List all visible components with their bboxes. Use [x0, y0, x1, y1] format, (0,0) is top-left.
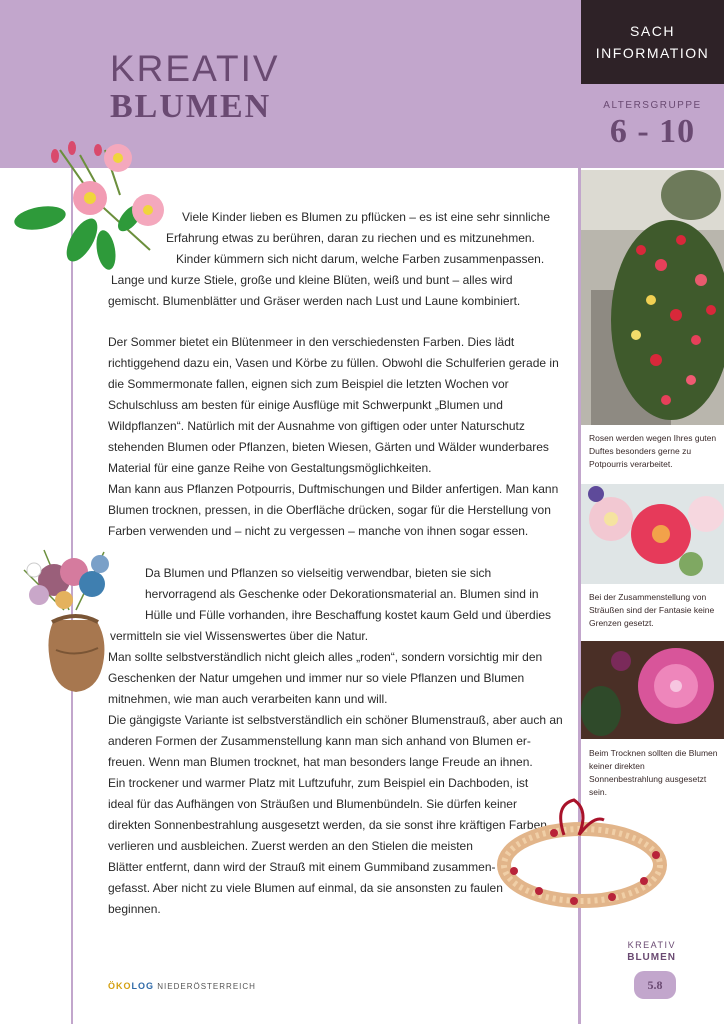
logo-log: LOG [131, 981, 155, 991]
text-line: Man sollte selbstverständlich nicht gleich alles „roden“, sondern vorsichtig mir den [108, 650, 543, 664]
paragraph-2 [108, 332, 568, 542]
text-line: Erfahrung etwas zu berühren, daran zu riechen und es mitzunehmen. [166, 231, 535, 245]
logo-region: NIEDERÖSTERREICH [157, 982, 256, 991]
text-line: direkten Sonnenbestrahlung ausgesetzt werden, da sie sonst ihre kräftigen Farben [108, 818, 547, 832]
caption-drying: Beim Trocknen sollten die Blumen keiner direkten Sonnenbestrahlung ausgesetzt sein. [589, 748, 718, 797]
caption-bouquets: Bei der Zusammenstellung von Sträußen sind der Fantasie keine Grenzen gesetzt. [589, 592, 715, 628]
footer-section-blumen: BLUMEN [627, 952, 676, 963]
text-line: hervorragend als Geschenke oder Dekorationsmaterial an. Blumen sind in [145, 587, 539, 601]
text-line: verlieren und ausbleichen. Zuerst werden an den Stielen die meisten [108, 839, 473, 853]
text-line: Hülle und Fülle vorhanden, ihre Beschaffung kostet kaum Geld und überdies [145, 608, 552, 622]
text-line: vermitteln sie viel Wissenswertes über die Natur. [110, 629, 369, 643]
text-line: Die gängigste Variante ist selbstverständlich ein schöner Blumenstrauß, aber auch an [108, 713, 563, 727]
caption-roses: Rosen werden wegen Ihres guten Duftes besonders gerne zu Potpourris verarbeitet. [589, 433, 717, 469]
rose-bush-photo [581, 170, 724, 425]
text-line: richtiggehend dazu ein, Vasen und Körbe zu füllen. Obwohl die Schulferien gerade in [108, 356, 559, 370]
dried-flower-photo [581, 641, 724, 739]
text-line: Da Blumen und Pflanzen so vielseitig verwendbar, bieten sie sich [145, 566, 492, 580]
text-line: Farben verwenden und – nicht zu vergessen – manche von ihnen sogar essen. [108, 524, 529, 538]
page-title-line2: BLUMEN [110, 88, 272, 125]
text-line: Lange und kurze Stiele, große und kleine Blüten, weiß und bunt – alles wird [111, 273, 513, 287]
text-line: Viele Kinder lieben es Blumen zu pflücken – es ist eine sehr sinnliche [182, 210, 550, 224]
bouquet-photo [581, 484, 724, 584]
page-title-line1: KREATIV [110, 48, 280, 89]
text-line: die Sommermonate fallen, eignen sich zum Beispiel die letzten Wochen vor [108, 377, 509, 391]
footer-section-kreativ: KREATIV [627, 940, 676, 950]
text-line: gefasst. Aber nicht zu viele Blumen auf einmal, da sie ansonsten zu faulen [108, 881, 503, 895]
altersgruppe-value: 6 - 10 [609, 113, 696, 150]
oekolog-logo [108, 981, 256, 991]
text-line: Wildpflanzen“. Natürlich mit der Ausnahme von giftigen oder unter Naturschutz [108, 419, 525, 433]
text-line: stehenden Blumen oder Pflanzen, bieten Wiesen, Gärten und Wälder wunderbares [108, 440, 549, 454]
text-line: freuen. Wenn man Blumen trocknet, hat man besonders lange Freude an ihnen. [108, 755, 533, 769]
text-line: ideal für das Aufhängen von Sträußen und Blumenbündeln. Sie dürfen keiner [108, 797, 517, 811]
information-label: INFORMATION [595, 45, 710, 61]
text-line: Kinder kümmern sich nicht darum, welche Farben zusammenpassen. [176, 252, 545, 266]
paragraph-1 [108, 207, 568, 312]
text-line: Material für eine ganze Reihe von Gestaltungsmöglichkeiten. [108, 461, 432, 475]
text-line: beginnen. [108, 902, 161, 916]
text-line: Der Sommer bietet ein Blütenmeer in den verschiedensten Farben. Dies lädt [108, 335, 515, 349]
text-line: gemischt. Blumenblätter und Gräser werden nach Lust und Laune kombiniert. [108, 294, 521, 308]
altersgruppe-label: ALTERSGRUPPE [603, 100, 702, 111]
text-line: Ein trockener und warmer Platz mit Luftzufuhr, zum Beispiel ein Dachboden, ist [108, 776, 529, 790]
flower-wreath-illustration [494, 795, 674, 915]
page-number-badge: 5.8 [634, 971, 676, 999]
text-line: anderen Formen der Zusammenstellung kann man sich anhand von Blumen er- [108, 734, 531, 748]
altersgruppe-box [581, 84, 724, 168]
text-line: Blätter entfernt, dann wird der Strauß mit einem Gummiband zusammen- [108, 860, 496, 874]
text-line: Blumen trocknen, pressen, in die Oberfläche drücken, sogar für die Herstellung von [108, 503, 551, 517]
sach-label: SACH [630, 23, 675, 39]
logo-oeko: ÖKO [108, 981, 132, 991]
text-line: Geschenken der Natur umgehen und immer nur so viele Pflanzen und Blumen [108, 671, 525, 685]
text-line: Schulschluss am besten für einige Ausflüge mit Schwerpunkt „Blumen und [108, 398, 503, 412]
text-line: Man kann aus Pflanzen Potpourris, Duftmischungen und Bilder anfertigen. Man kann [108, 482, 559, 496]
text-line: mitnehmen, wie man auch verarbeiten kann und will. [108, 692, 388, 706]
sachinformation-box [581, 0, 724, 84]
